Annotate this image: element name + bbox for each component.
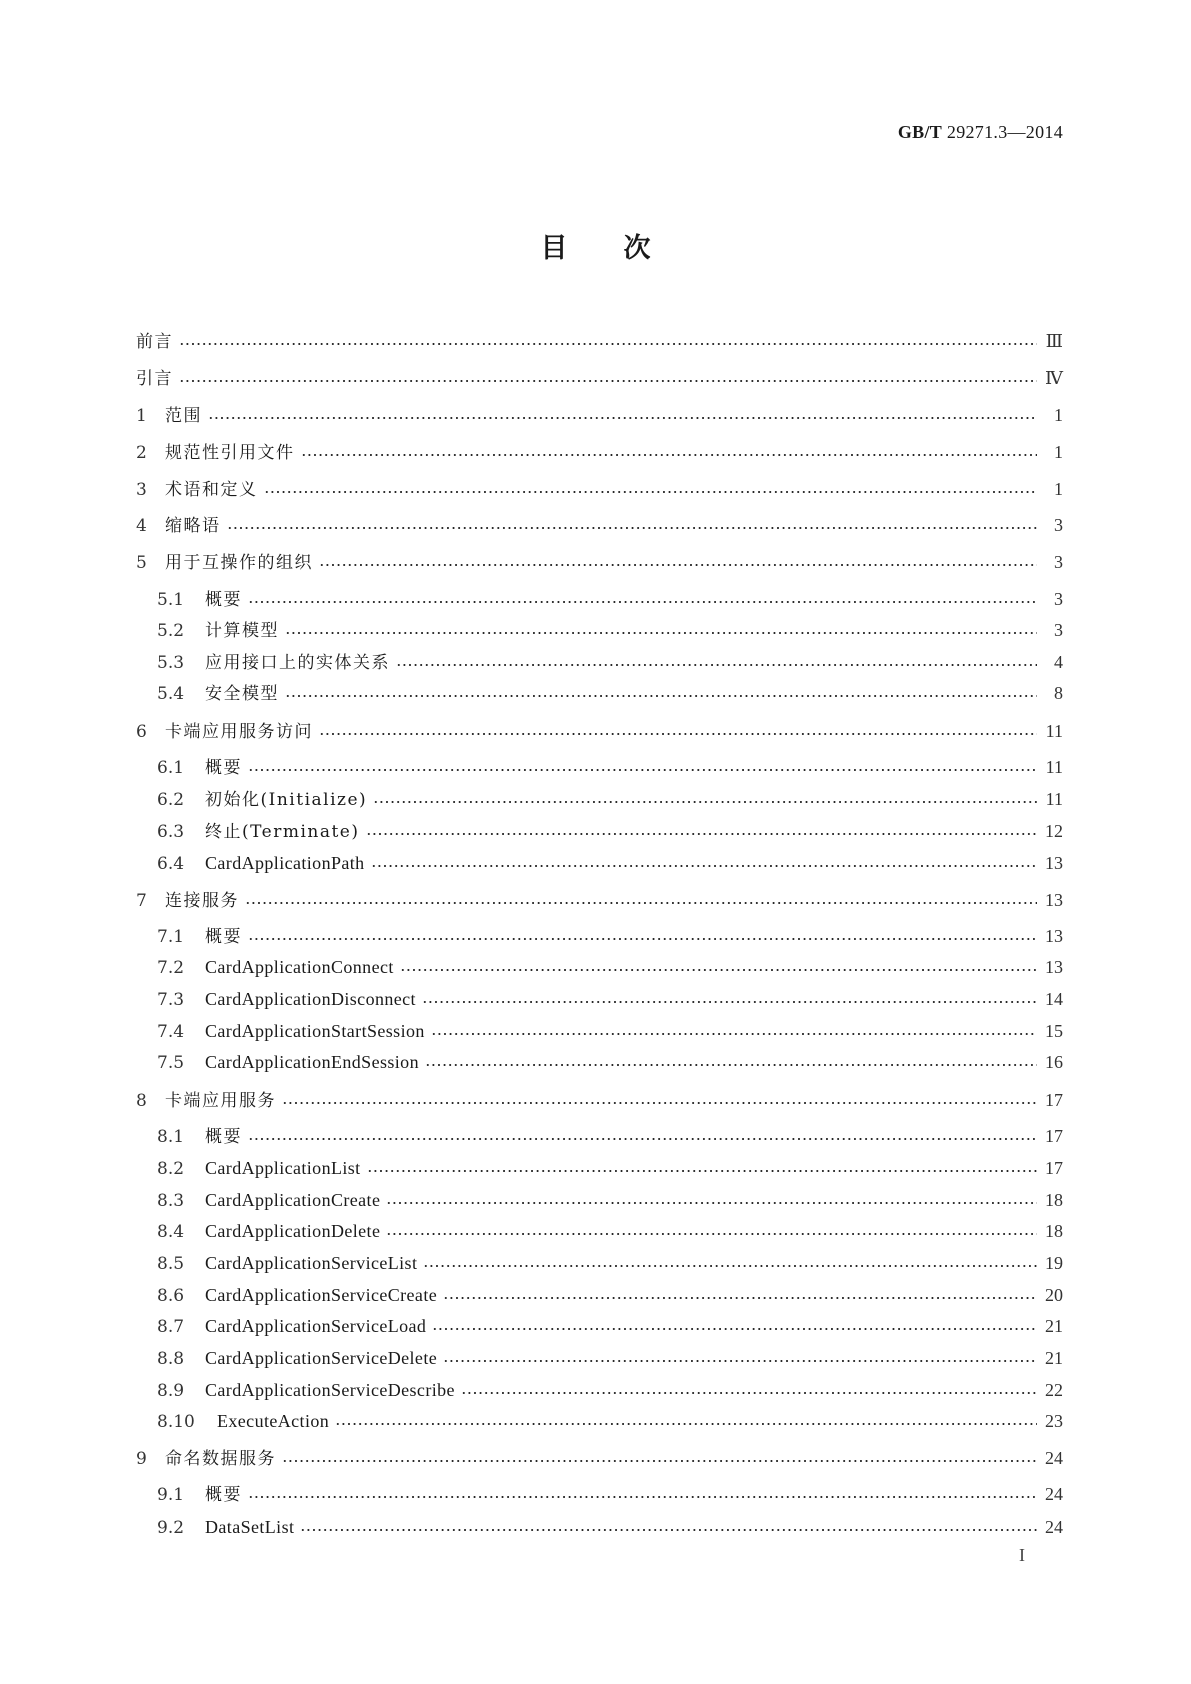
toc-entry-number: 5.4 bbox=[157, 684, 185, 704]
dot-leader bbox=[396, 664, 1037, 666]
toc-entry-number: 8.4 bbox=[157, 1222, 185, 1242]
toc-entry-number: 9.1 bbox=[157, 1485, 185, 1505]
page-title: 目次 bbox=[540, 233, 707, 264]
toc-entry[interactable] bbox=[157, 680, 1063, 706]
toc-entry-number: 6.1 bbox=[157, 758, 185, 778]
dot-leader bbox=[300, 1529, 1037, 1531]
toc-entry-number: 3 bbox=[136, 480, 147, 500]
toc-entry-page: Ⅳ bbox=[1045, 368, 1063, 388]
toc-entry-page: 11 bbox=[1045, 789, 1063, 809]
page-number: I bbox=[1019, 1545, 1025, 1565]
dot-leader bbox=[208, 417, 1037, 419]
toc-entry-label: 概要 bbox=[205, 927, 242, 947]
dot-leader bbox=[443, 1360, 1037, 1362]
toc-entry-label: 终止(Terminate) bbox=[205, 822, 360, 842]
toc-entry-label: 前言 bbox=[136, 332, 173, 352]
toc-entry[interactable] bbox=[157, 786, 1063, 812]
toc-entry-number: 8.7 bbox=[157, 1317, 185, 1337]
dot-leader bbox=[367, 1170, 1037, 1172]
toc-entry-page: 16 bbox=[1045, 1052, 1063, 1072]
toc-entry[interactable] bbox=[157, 586, 1063, 612]
dot-leader bbox=[179, 380, 1037, 382]
toc-entry[interactable] bbox=[136, 476, 1063, 502]
toc-entry[interactable] bbox=[157, 649, 1063, 675]
toc-entry-label: ExecuteAction bbox=[217, 1411, 330, 1431]
toc-entry[interactable] bbox=[157, 923, 1063, 949]
dot-leader bbox=[373, 801, 1037, 803]
toc-entry[interactable] bbox=[136, 549, 1063, 575]
toc-entry-number: 5.2 bbox=[157, 621, 185, 641]
toc-entry-label: 概要 bbox=[205, 1485, 242, 1505]
dot-leader bbox=[431, 1033, 1037, 1035]
toc-entry-label: 卡端应用服务访问 bbox=[165, 722, 313, 742]
dot-leader bbox=[425, 1064, 1037, 1066]
toc-entry-page: 3 bbox=[1054, 589, 1063, 609]
toc-entry-number: 8.6 bbox=[157, 1286, 185, 1306]
toc-entry[interactable] bbox=[157, 1514, 1063, 1540]
toc-entry-label: CardApplicationCreate bbox=[205, 1190, 381, 1210]
toc-entry-label: CardApplicationDelete bbox=[205, 1221, 381, 1241]
toc-entry-number: 7.2 bbox=[157, 958, 185, 978]
toc-entry[interactable] bbox=[157, 1282, 1063, 1308]
toc-entry-number: 5.3 bbox=[157, 653, 185, 673]
toc-entry[interactable] bbox=[157, 1313, 1063, 1339]
toc-entry-label: CardApplicationServiceCreate bbox=[205, 1285, 438, 1305]
toc-entry[interactable] bbox=[157, 1218, 1063, 1244]
toc-entry-page: 21 bbox=[1045, 1348, 1063, 1368]
toc-entry[interactable] bbox=[157, 818, 1063, 844]
standard-prefix: GB/T bbox=[897, 122, 943, 142]
dot-leader bbox=[248, 1496, 1037, 1498]
toc-entry-page: 17 bbox=[1045, 1126, 1063, 1146]
toc-entry[interactable] bbox=[136, 439, 1063, 465]
toc-entry[interactable] bbox=[157, 1123, 1063, 1149]
toc-entry-number: 7.1 bbox=[157, 927, 185, 947]
dot-leader bbox=[423, 1265, 1037, 1267]
dot-leader bbox=[282, 1460, 1037, 1462]
toc-entry-page: 3 bbox=[1054, 515, 1063, 535]
toc-entry-page: 17 bbox=[1045, 1158, 1063, 1178]
toc-entry-label: CardApplicationPath bbox=[205, 853, 365, 873]
toc-entry-page: 13 bbox=[1045, 926, 1063, 946]
toc-entry[interactable] bbox=[157, 1345, 1063, 1371]
toc-entry[interactable] bbox=[157, 754, 1063, 780]
toc-entry-number: 8.10 bbox=[157, 1412, 195, 1432]
toc-entry[interactable] bbox=[157, 1481, 1063, 1507]
dot-leader bbox=[248, 938, 1037, 940]
toc-entry-number: 8.9 bbox=[157, 1381, 185, 1401]
toc-entry-page: 24 bbox=[1045, 1484, 1063, 1504]
toc-entry-label: 缩略语 bbox=[165, 516, 221, 536]
toc-entry-page: 13 bbox=[1045, 890, 1063, 910]
toc-entry-number: 5.1 bbox=[157, 590, 185, 610]
toc-entry-number: 8.2 bbox=[157, 1159, 185, 1179]
toc-entry-page: Ⅲ bbox=[1045, 331, 1063, 351]
toc-entry[interactable] bbox=[136, 512, 1063, 538]
toc-entry[interactable] bbox=[136, 402, 1063, 428]
toc-entry-label: 连接服务 bbox=[165, 891, 239, 911]
toc-entry-page: 11 bbox=[1045, 721, 1063, 741]
toc-entry-page: 1 bbox=[1054, 442, 1063, 462]
toc-entry-number: 4 bbox=[136, 516, 147, 536]
toc-entry-label: 概要 bbox=[205, 590, 242, 610]
toc-entry-label: CardApplicationServiceLoad bbox=[205, 1316, 427, 1336]
toc-entry-page: 1 bbox=[1054, 479, 1063, 499]
toc-entry-number: 8.5 bbox=[157, 1254, 185, 1274]
toc-entry-label: CardApplicationEndSession bbox=[205, 1052, 419, 1072]
toc-entry[interactable] bbox=[157, 850, 1063, 876]
dot-leader bbox=[386, 1202, 1037, 1204]
toc-entry[interactable] bbox=[157, 1377, 1063, 1403]
toc-entry-page: 24 bbox=[1045, 1448, 1063, 1468]
toc-entry-label: 范围 bbox=[165, 406, 202, 426]
toc-entry-page: 8 bbox=[1054, 683, 1063, 703]
toc-entry-page: 21 bbox=[1045, 1316, 1063, 1336]
toc-entry-number: 7 bbox=[136, 891, 147, 911]
toc-entry-page: 23 bbox=[1045, 1411, 1063, 1431]
dot-leader bbox=[179, 343, 1037, 345]
toc-entry[interactable] bbox=[136, 365, 1063, 391]
dot-leader bbox=[319, 564, 1037, 566]
toc-entry[interactable] bbox=[136, 328, 1063, 354]
dot-leader bbox=[400, 969, 1037, 971]
dot-leader bbox=[285, 695, 1037, 697]
toc-entry-label: 概要 bbox=[205, 1127, 242, 1147]
toc-entry-number: 9.2 bbox=[157, 1518, 185, 1538]
toc-entry-label: 概要 bbox=[205, 758, 242, 778]
toc-entry-label: CardApplicationDisconnect bbox=[205, 989, 416, 1009]
toc-entry-number: 9 bbox=[136, 1449, 147, 1469]
toc-entry-label: 初始化(Initialize) bbox=[205, 790, 368, 810]
toc-entry-label: CardApplicationServiceList bbox=[205, 1253, 418, 1273]
toc-entry-page: 18 bbox=[1045, 1190, 1063, 1210]
toc-entry-number: 7.5 bbox=[157, 1053, 185, 1073]
toc-entry[interactable] bbox=[136, 887, 1063, 913]
toc-entry-number: 1 bbox=[136, 406, 147, 426]
toc-entry[interactable] bbox=[157, 1155, 1063, 1181]
toc-entry-label: 规范性引用文件 bbox=[165, 443, 295, 463]
toc-entry-number: 6.4 bbox=[157, 854, 185, 874]
standard-number: 29271.3—2014 bbox=[946, 122, 1063, 142]
toc-entry-page: 14 bbox=[1045, 989, 1063, 1009]
dot-leader bbox=[301, 454, 1038, 456]
toc-entry-page: 15 bbox=[1045, 1021, 1063, 1041]
toc-entry[interactable] bbox=[157, 1187, 1063, 1213]
toc-entry-page: 3 bbox=[1054, 620, 1063, 640]
toc-entry-number: 6 bbox=[136, 722, 147, 742]
toc-entry[interactable] bbox=[157, 1408, 1063, 1434]
dot-leader bbox=[227, 527, 1038, 529]
toc-entry-label: CardApplicationList bbox=[205, 1158, 361, 1178]
toc-entry-page: 19 bbox=[1045, 1253, 1063, 1273]
toc-entry-number: 5 bbox=[136, 553, 147, 573]
toc-entry[interactable] bbox=[157, 986, 1063, 1012]
toc-entry-label: 命名数据服务 bbox=[165, 1449, 276, 1469]
toc-entry-page: 20 bbox=[1045, 1285, 1063, 1305]
toc-entry-page: 12 bbox=[1045, 821, 1063, 841]
toc-entry-page: 13 bbox=[1045, 853, 1063, 873]
toc-entry-label: CardApplicationConnect bbox=[205, 957, 394, 977]
toc-entry-label: CardApplicationServiceDelete bbox=[205, 1348, 438, 1368]
toc-entry-number: 7.3 bbox=[157, 990, 185, 1010]
toc-entry-number: 8.8 bbox=[157, 1349, 185, 1369]
dot-leader bbox=[371, 865, 1037, 867]
toc-entry-number: 7.4 bbox=[157, 1022, 185, 1042]
toc-entry-number: 8.3 bbox=[157, 1191, 185, 1211]
dot-leader bbox=[248, 769, 1037, 771]
toc-entry-page: 11 bbox=[1045, 757, 1063, 777]
toc-entry[interactable] bbox=[157, 1018, 1063, 1044]
toc-entry-label: CardApplicationStartSession bbox=[205, 1021, 425, 1041]
toc-entry[interactable] bbox=[157, 1250, 1063, 1276]
toc-entry[interactable] bbox=[157, 1049, 1063, 1075]
toc-entry-label: 术语和定义 bbox=[165, 480, 258, 500]
toc-entry[interactable] bbox=[157, 617, 1063, 643]
dot-leader bbox=[443, 1297, 1037, 1299]
toc-entry-number: 6.2 bbox=[157, 790, 185, 810]
toc-entry-number: 2 bbox=[136, 443, 147, 463]
toc-entry-label: 计算模型 bbox=[205, 621, 279, 641]
dot-leader bbox=[432, 1328, 1037, 1330]
toc-entry-label: DataSetList bbox=[205, 1517, 295, 1537]
toc-entry-label: 应用接口上的实体关系 bbox=[205, 653, 390, 673]
dot-leader bbox=[248, 601, 1037, 603]
toc-entry-number: 8.1 bbox=[157, 1127, 185, 1147]
toc-entry-label: 用于互操作的组织 bbox=[165, 553, 313, 573]
toc-entry[interactable] bbox=[157, 954, 1063, 980]
dot-leader bbox=[245, 902, 1037, 904]
toc-entry-label: 安全模型 bbox=[205, 684, 279, 704]
dot-leader bbox=[285, 632, 1037, 634]
toc-entry-page: 24 bbox=[1045, 1517, 1063, 1537]
dot-leader bbox=[248, 1138, 1037, 1140]
dot-leader bbox=[264, 491, 1038, 493]
toc-entry[interactable] bbox=[136, 718, 1063, 744]
toc-entry-number: 6.3 bbox=[157, 822, 185, 842]
dot-leader bbox=[366, 833, 1037, 835]
toc-entry-page: 17 bbox=[1045, 1090, 1063, 1110]
toc-entry-label: 引言 bbox=[136, 369, 173, 389]
toc-entry-page: 18 bbox=[1045, 1221, 1063, 1241]
toc-entry-page: 1 bbox=[1054, 405, 1063, 425]
dot-leader bbox=[422, 1001, 1037, 1003]
toc-entry-page: 4 bbox=[1054, 652, 1063, 672]
toc-entry-number: 8 bbox=[136, 1091, 147, 1111]
dot-leader bbox=[386, 1233, 1037, 1235]
toc-entry-page: 13 bbox=[1045, 957, 1063, 977]
toc-entry-label: CardApplicationServiceDescribe bbox=[205, 1380, 455, 1400]
toc-entry[interactable] bbox=[136, 1445, 1063, 1471]
dot-leader bbox=[282, 1102, 1037, 1104]
dot-leader bbox=[335, 1423, 1037, 1425]
toc-entry-label: 卡端应用服务 bbox=[165, 1091, 276, 1111]
toc-entry[interactable] bbox=[136, 1087, 1063, 1113]
dot-leader bbox=[461, 1392, 1037, 1394]
dot-leader bbox=[319, 733, 1037, 735]
toc-entry-page: 3 bbox=[1054, 552, 1063, 572]
toc-entry-page: 22 bbox=[1045, 1380, 1063, 1400]
